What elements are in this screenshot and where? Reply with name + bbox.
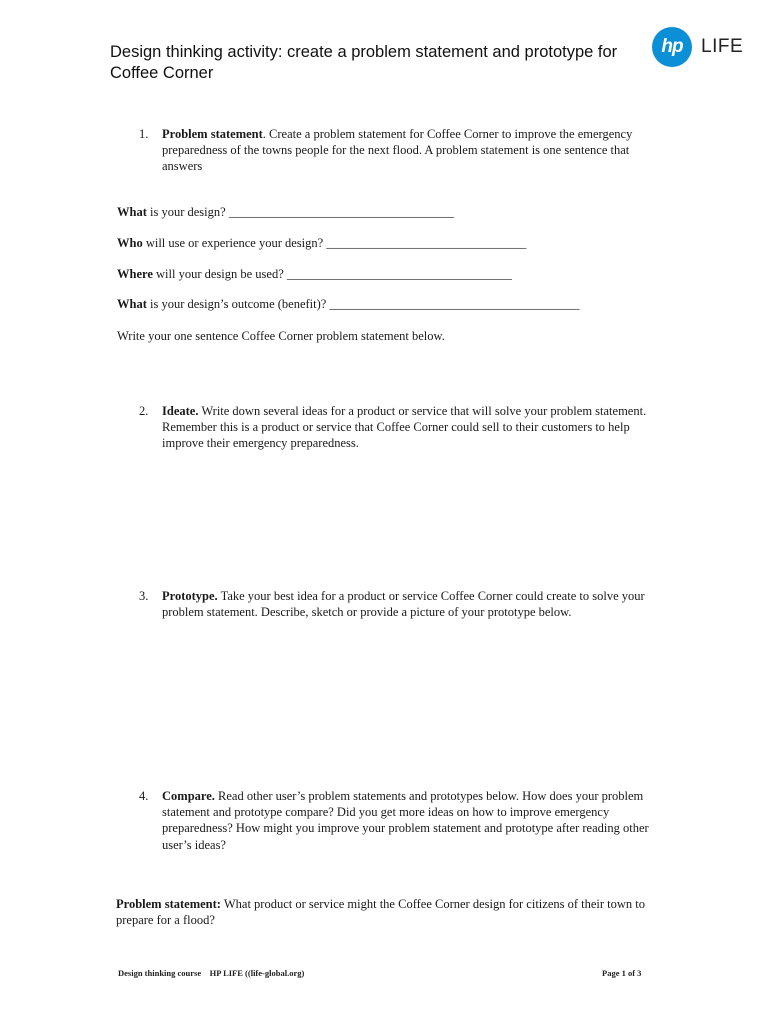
step-body <box>162 403 659 452</box>
hp-life-logo <box>652 27 743 67</box>
step-number: 4. <box>139 789 149 803</box>
step-ideate <box>139 403 659 452</box>
step-body <box>162 126 659 175</box>
question-text: will use or experience your design? <box>142 236 327 250</box>
step-number: 2. <box>139 404 149 418</box>
step-number: 3. <box>139 589 149 603</box>
step-heading: Ideate. <box>162 404 199 418</box>
step-text: Read other user’s problem statements and prototypes below. How does your problem statement and prototype compare? Did you get more ideas on how to improve emergency preparedness? How might you improve your problem statement and prototype after reading other user’s ideas? <box>162 789 649 852</box>
step-heading: Problem statement <box>162 127 263 141</box>
question-what-design <box>117 204 454 220</box>
final-text: What product or service might the Coffee Corner design for citizens of their town to prepare for a flood? <box>116 897 646 928</box>
footer-course: Design thinking course HP LIFE ((life-global.org) <box>118 968 305 978</box>
question-text: will your design be used? <box>152 267 287 281</box>
logo-text: LIFE <box>701 36 744 57</box>
step-compare <box>139 788 659 853</box>
step-problem-statement <box>139 126 659 175</box>
question-text: is your design? <box>146 205 229 219</box>
question-outcome <box>117 296 579 312</box>
question-keyword: Who <box>117 236 143 250</box>
step-body <box>162 588 659 620</box>
answer-blank[interactable]: ________________________________________ <box>329 297 580 311</box>
step-text: Take your best idea for a product or service Coffee Corner could create to solve your problem statement. Describe, sketch or provide a picture of your prototype below. <box>162 589 645 620</box>
step-body <box>162 788 659 853</box>
question-text: is your design’s outcome (benefit)? <box>146 297 330 311</box>
question-keyword: What <box>117 205 147 219</box>
step-heading: Compare. <box>162 789 215 803</box>
question-keyword: What <box>117 297 147 311</box>
question-who <box>117 235 526 251</box>
step-text: . Create a problem statement for Coffee Corner to improve the emergency preparedness of the towns people for the next flood. A problem statement is one sentence that answers <box>162 127 633 174</box>
answer-blank[interactable]: ____________________________________ <box>286 267 512 281</box>
question-where <box>117 266 512 282</box>
hp-logo-icon <box>652 27 692 67</box>
answer-blank[interactable]: ________________________________ <box>326 236 527 250</box>
write-prompt: Write your one sentence Coffee Corner problem statement below. <box>117 329 445 343</box>
step-number: 1. <box>139 127 149 141</box>
question-keyword: Where <box>117 267 153 281</box>
hp-logo-mark: hp <box>661 36 683 57</box>
step-heading: Prototype. <box>162 589 218 603</box>
final-problem-statement <box>116 896 656 928</box>
step-text: Write down several ideas for a product or service that will solve your problem statement. Remember this is a product or service that Coffee Corner could sell to their customers to help improve their emergency preparedness. <box>162 404 647 451</box>
footer-page-number: Page 1 of 3 <box>602 968 642 978</box>
step-prototype <box>139 588 659 620</box>
final-label: Problem statement: <box>116 897 221 911</box>
answer-blank[interactable]: ____________________________________ <box>228 205 454 219</box>
document-title: Design thinking activity: create a problem statement and prototype for Coffee Corner <box>110 43 618 82</box>
